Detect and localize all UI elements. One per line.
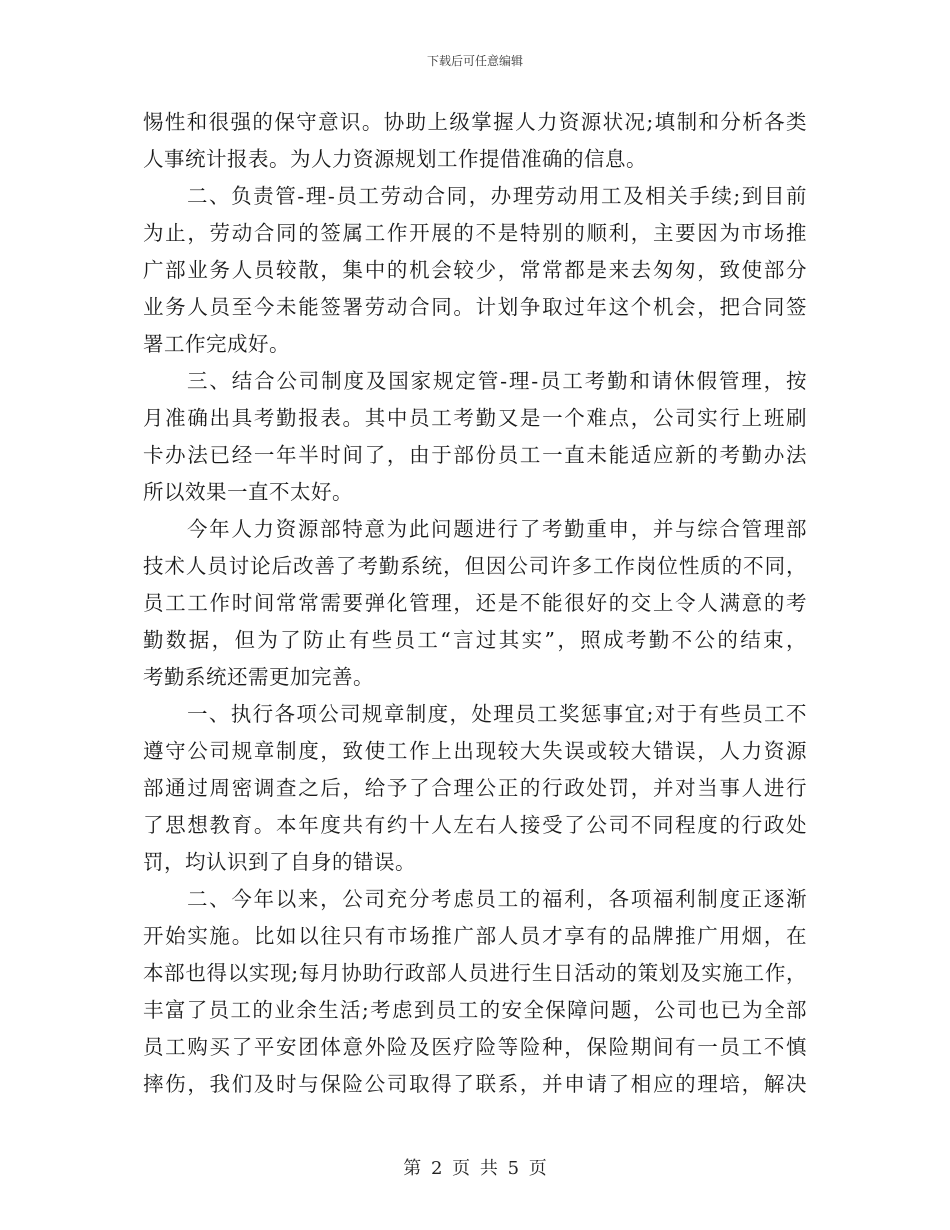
paragraph-line: 了思想教育。本年度共有约十人左右人接受了公司不同程度的行政处 <box>143 813 807 837</box>
paragraph-line: 今年人力资源部特意为此问题进行了考勤重申，并与综合管理部 <box>187 517 807 541</box>
paragraph-line: 广部业务人员较散，集中的机会较少，常常都是来去匆匆，致使部分 <box>143 258 807 282</box>
paragraph-line: 勤数据，但为了防止有些员工“言过其实”，照成考勤不公的结束， <box>143 628 807 652</box>
paragraph-line: 遵守公司规章制度，致使工作上出现较大失误或较大错误，人力资源 <box>143 739 807 763</box>
paragraph-line: 部通过周密调查之后，给予了合理公正的行政处罚，并对当事人进行 <box>143 776 807 800</box>
paragraph-line: 二、今年以来，公司充分考虑员工的福利，各项福利制度正逐渐 <box>187 887 807 911</box>
paragraph-line: 本部也得以实现;每月协助行政部人员进行生日活动的策划及实施工作， <box>143 961 807 985</box>
paragraph-line: 技术人员讨论后改善了考勤系统，但因公司许多工作岗位性质的不同， <box>143 554 807 578</box>
paragraph-line: 开始实施。比如以往只有市场推广部人员才享有的品牌推广用烟，在 <box>143 924 807 948</box>
page-number-footer: 第 2 页 共 5 页 <box>403 1158 547 1179</box>
paragraph-line: 卡办法已经一年半时间了，由于部份员工一直未能适应新的考勤办法 <box>143 443 807 467</box>
paragraph-line: 所以效果一直不太好。 <box>143 480 353 504</box>
paragraph-line: 为止，劳动合同的签属工作开展的不是特别的顺利，主要因为市场推 <box>143 221 807 245</box>
page-header-note: 下载后可任意编辑 <box>426 54 523 68</box>
paragraph-line: 罚，均认识到了自身的错误。 <box>143 850 416 874</box>
paragraph-line: 署工作完成好。 <box>143 332 290 356</box>
paragraph-line: 丰富了员工的业余生活;考虑到员工的安全保障问题，公司也已为全部 <box>143 998 807 1022</box>
paragraph-line: 月准确出具考勤报表。其中员工考勤又是一个难点，公司实行上班刷 <box>143 406 807 430</box>
paragraph-line: 惕性和很强的保守意识。协助上级掌握人力资源状况;填制和分析各类 <box>143 110 807 134</box>
paragraph-line: 摔伤，我们及时与保险公司取得了联系，并申请了相应的理培，解决 <box>143 1072 807 1096</box>
paragraph-line: 三、结合公司制度及国家规定管-理-员工考勤和请休假管理，按 <box>187 369 807 393</box>
paragraph-line: 业务人员至今未能签署劳动合同。计划争取过年这个机会，把合同签 <box>143 295 807 319</box>
paragraph-line: 考勤系统还需更加完善。 <box>143 665 374 689</box>
paragraph-line: 二、负责管-理-员工劳动合同，办理劳动用工及相关手续;到目前 <box>187 184 807 208</box>
paragraph-line: 员工工作时间常常需要弹化管理，还是不能很好的交上令人满意的考 <box>143 591 807 615</box>
paragraph-line: 人事统计报表。为人力资源规划工作提借准确的信息。 <box>143 147 647 171</box>
paragraph-line: 一、执行各项公司规章制度，处理员工奖惩事宜;对于有些员工不 <box>187 702 807 726</box>
document-body <box>143 104 807 1103</box>
paragraph-line: 员工购买了平安团体意外险及医疗险等险种，保险期间有一员工不慎 <box>143 1035 807 1059</box>
